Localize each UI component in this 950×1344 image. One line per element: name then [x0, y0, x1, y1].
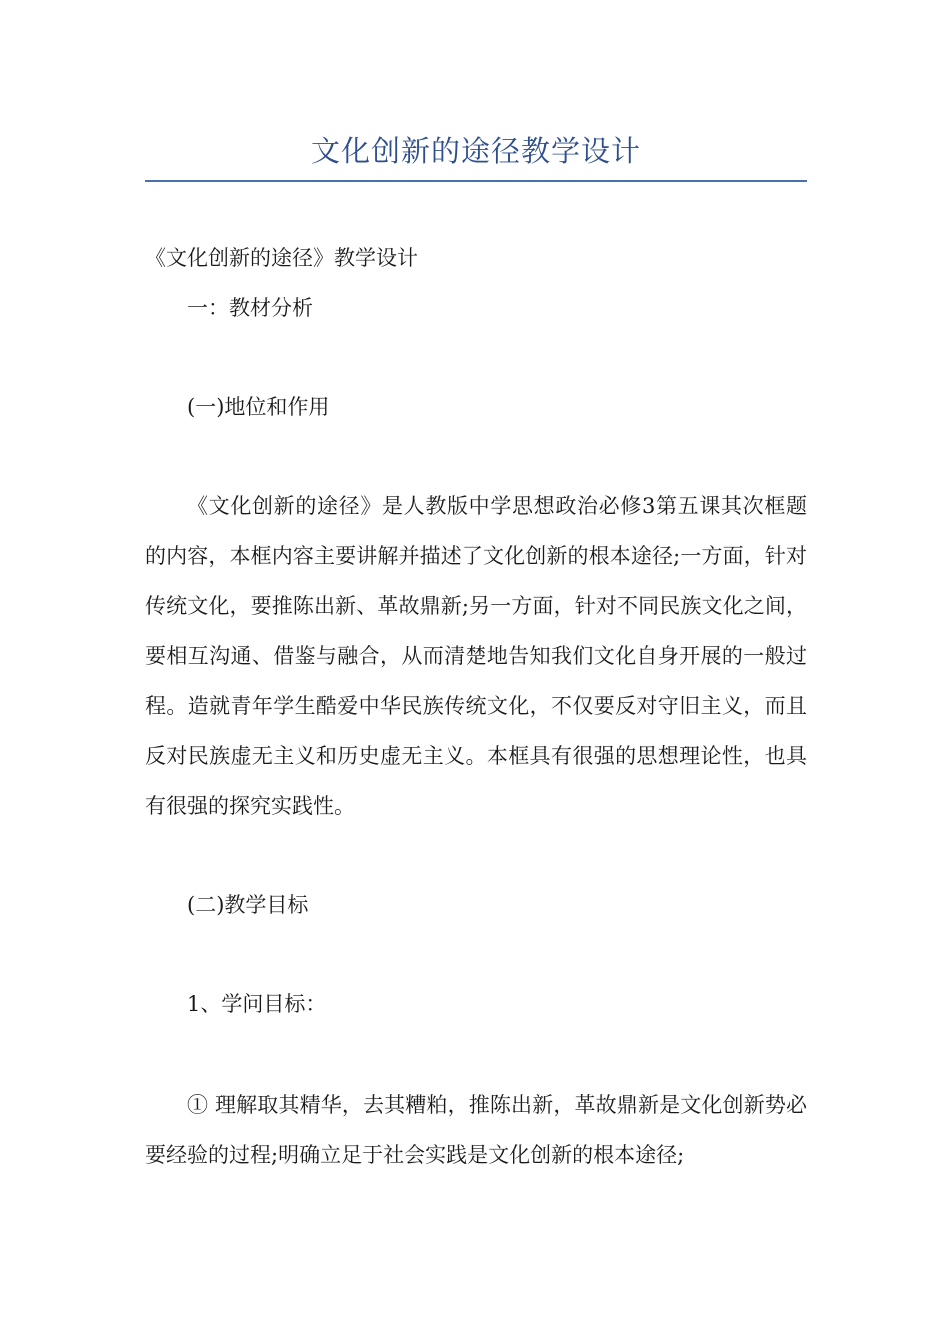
section-heading-teaching-material: 一：教材分析	[187, 296, 313, 320]
paragraph-knowledge-goal: ① 理解取其精华，去其糟粕，推陈出新，革故鼎新是文化创新势必要经验的过程;明确立足于社会实践是文化创新的根本途径;	[145, 1093, 807, 1167]
goal-knowledge-heading: 1、学问目标：	[187, 992, 327, 1016]
title-underline	[145, 180, 807, 182]
subsection-heading-teaching-goals: (二)教学目标	[187, 893, 309, 917]
document-title: 文化创新的途径教学设计	[310, 134, 641, 168]
subsection-heading-position: (一)地位和作用	[187, 395, 330, 419]
subtitle: 《文化创新的途径》教学设计	[145, 246, 418, 270]
paragraph-position-role: 《文化创新的途径》是人教版中学思想政治必修3第五课其次框题的内容，本框内容主要讲解并描述了文化创新的根本途径;一方面，针对传统文化，要推陈出新、革故鼎新;另一方面，针对不同民族文化之间，要相互沟通、借鉴与融合，从而清楚地告知我们文化自身开展的一般过程。造就青年学生酷爱中华民族传统文化，不仅要反对守旧主义，而且反对民族虚无主义和历史虚无主义。本框具有很强的思想理论性，也具有很强的探究实践性。	[145, 494, 807, 818]
